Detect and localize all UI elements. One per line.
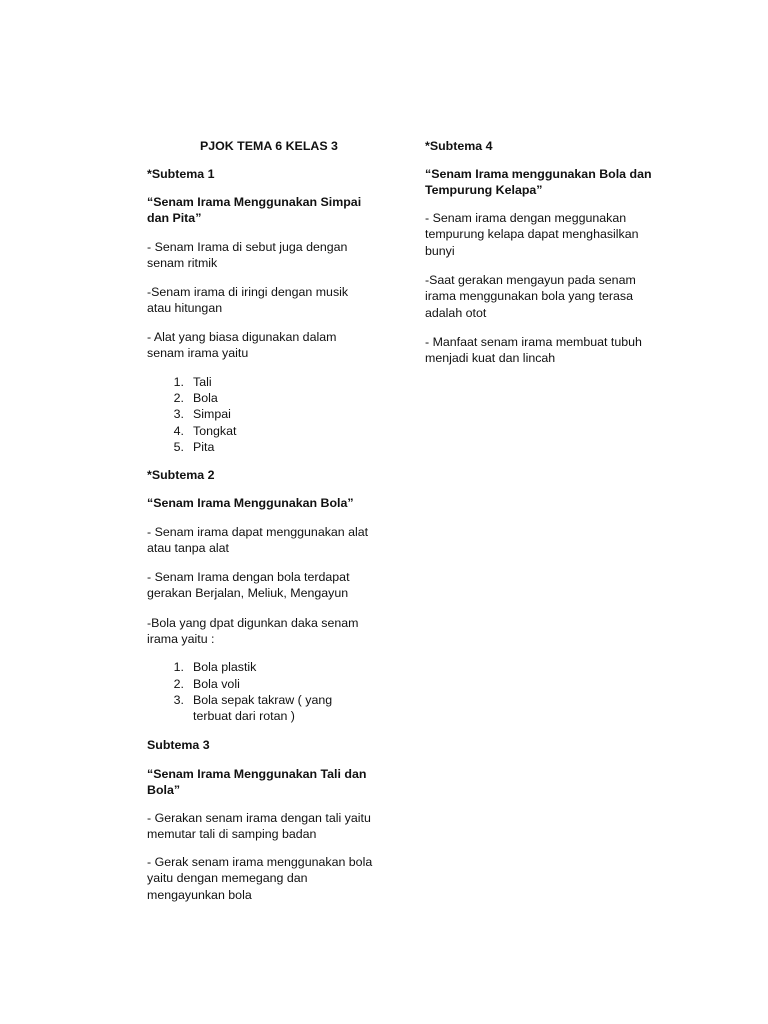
- list-text: Bola voli: [193, 677, 240, 691]
- subtema4-heading: *Subtema 4: [425, 139, 493, 153]
- paragraph: - Manfaat senam irama membuat tubuh menjadi kuat dan lincah: [425, 335, 642, 366]
- paragraph: - Gerak senam irama menggunakan bola yaitu dengan memegang dan mengayunkan bola: [147, 855, 373, 902]
- list-number: 2.: [173, 677, 184, 691]
- subtema1-quote: “Senam Irama Menggunakan Simpai dan Pita”: [147, 195, 362, 226]
- list-text: Bola plastik: [193, 660, 257, 674]
- paragraph: - Senam irama dengan meggunakan tempurung kelapa dapat menghasilkan bunyi: [425, 211, 639, 258]
- subtema1-heading: *Subtema 1: [147, 167, 215, 181]
- list-number: 1.: [173, 660, 184, 674]
- list-number: 3.: [173, 693, 184, 707]
- paragraph: - Alat yang biasa digunakan dalam senam irama yaitu: [147, 330, 337, 361]
- subtema2-quote: “Senam Irama Menggunakan Bola”: [147, 496, 354, 510]
- paragraph: - Senam Irama dengan bola terdapat gerakan Berjalan, Meliuk, Mengayun: [147, 570, 350, 601]
- list-number: 1.: [173, 375, 184, 389]
- paragraph: -Senam irama di iringi dengan musik atau hitungan: [147, 285, 349, 316]
- list-text: Pita: [193, 440, 215, 454]
- subtema3-quote: “Senam Irama Menggunakan Tali dan Bola”: [147, 767, 367, 798]
- list-number: 4.: [173, 424, 184, 438]
- list-text: Tongkat: [193, 424, 237, 438]
- subtema3-heading: Subtema 3: [147, 738, 210, 752]
- paragraph: - Senam irama dapat menggunakan alat atau tanpa alat: [147, 525, 369, 556]
- list-text: Tali: [193, 375, 212, 389]
- document-title: PJOK TEMA 6 KELAS 3: [200, 139, 338, 153]
- subtema4-quote: “Senam Irama menggunakan Bola dan Tempurung Kelapa”: [425, 167, 652, 198]
- paragraph: -Bola yang dpat digunkan daka senam irama yaitu :: [147, 616, 359, 647]
- paragraph: - Senam Irama di sebut juga dengan senam ritmik: [147, 240, 348, 271]
- list-number: 2.: [173, 391, 184, 405]
- list-number: 3.: [173, 407, 184, 421]
- subtema2-heading: *Subtema 2: [147, 468, 215, 482]
- list-number: 5.: [173, 440, 184, 454]
- list-text: Bola sepak takraw ( yang terbuat dari rotan ): [193, 693, 333, 724]
- paragraph: - Gerakan senam irama dengan tali yaitu memutar tali di samping badan: [147, 811, 371, 842]
- list-text: Bola: [193, 391, 218, 405]
- list-text: Simpai: [193, 407, 231, 421]
- paragraph: -Saat gerakan mengayun pada senam irama menggunakan bola yang terasa adalah otot: [425, 273, 636, 320]
